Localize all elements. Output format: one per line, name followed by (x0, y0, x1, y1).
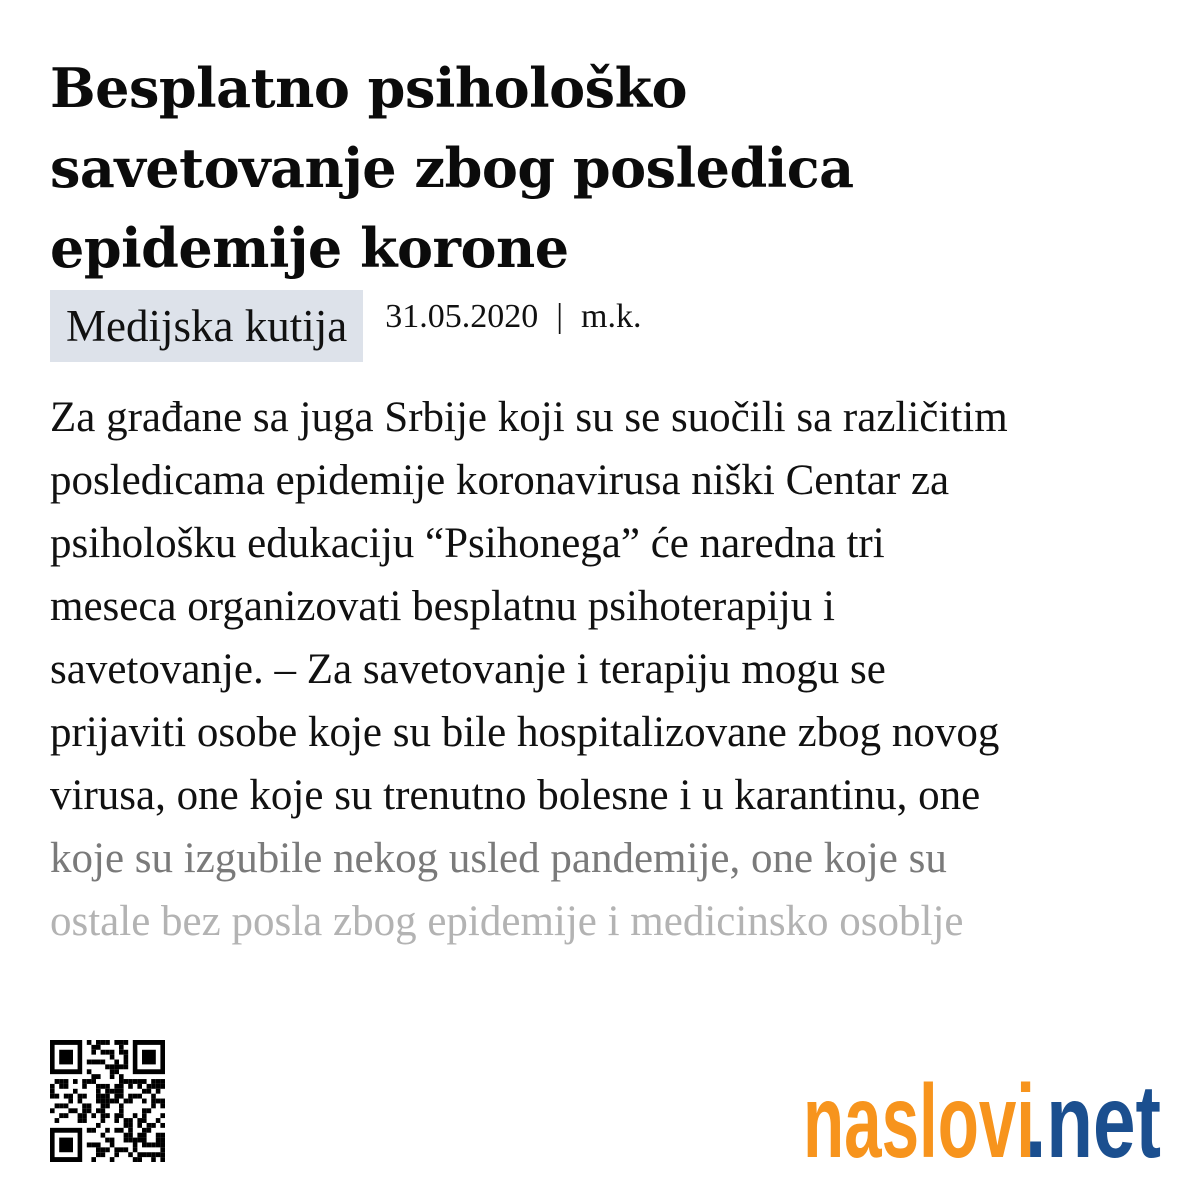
qr-code-icon[interactable] (50, 1040, 165, 1162)
body-line: virusa, one koje su trenutno bolesne i u karantinu, one (50, 772, 981, 819)
body-line: koje su izgubile nekog usled pandemije, one koje su (50, 835, 947, 882)
naslovi-logo[interactable] (803, 1065, 1163, 1165)
headline-line: savetovanje zbog posledica (50, 136, 854, 200)
body-line: posledicama epidemije koronavirusa niški Centar za (50, 457, 950, 504)
body-line: psihološku edukaciju “Psihonega” će naredna tri (50, 520, 885, 567)
body-line: meseca organizovati besplatnu psihoterapiju i (50, 583, 835, 630)
article-body (50, 386, 1160, 953)
headline-line: Besplatno psihološko (50, 56, 687, 120)
logo-tld: .net (1025, 1065, 1161, 1165)
body-line: prijaviti osobe koje su bile hospitalizovane zbog novog (50, 709, 1000, 756)
article-meta (50, 290, 641, 362)
source-badge[interactable]: Medijska kutija (50, 290, 363, 362)
publish-date: 31.05.2020 (385, 298, 539, 335)
logo-word: naslovi (803, 1065, 1035, 1165)
body-line: ostale bez posla zbog epidemije i medicinsko osoblje (50, 898, 964, 945)
author-initials: m.k. (581, 298, 642, 335)
body-line: savetovanje. – Za savetovanje i terapiju mogu se (50, 646, 886, 693)
article-headline (50, 48, 1150, 288)
headline-line: epidemije korone (50, 216, 569, 280)
meta-separator: | (556, 298, 564, 335)
body-line: Za građane sa juga Srbije koji su se suočili sa različitim (50, 394, 1008, 441)
